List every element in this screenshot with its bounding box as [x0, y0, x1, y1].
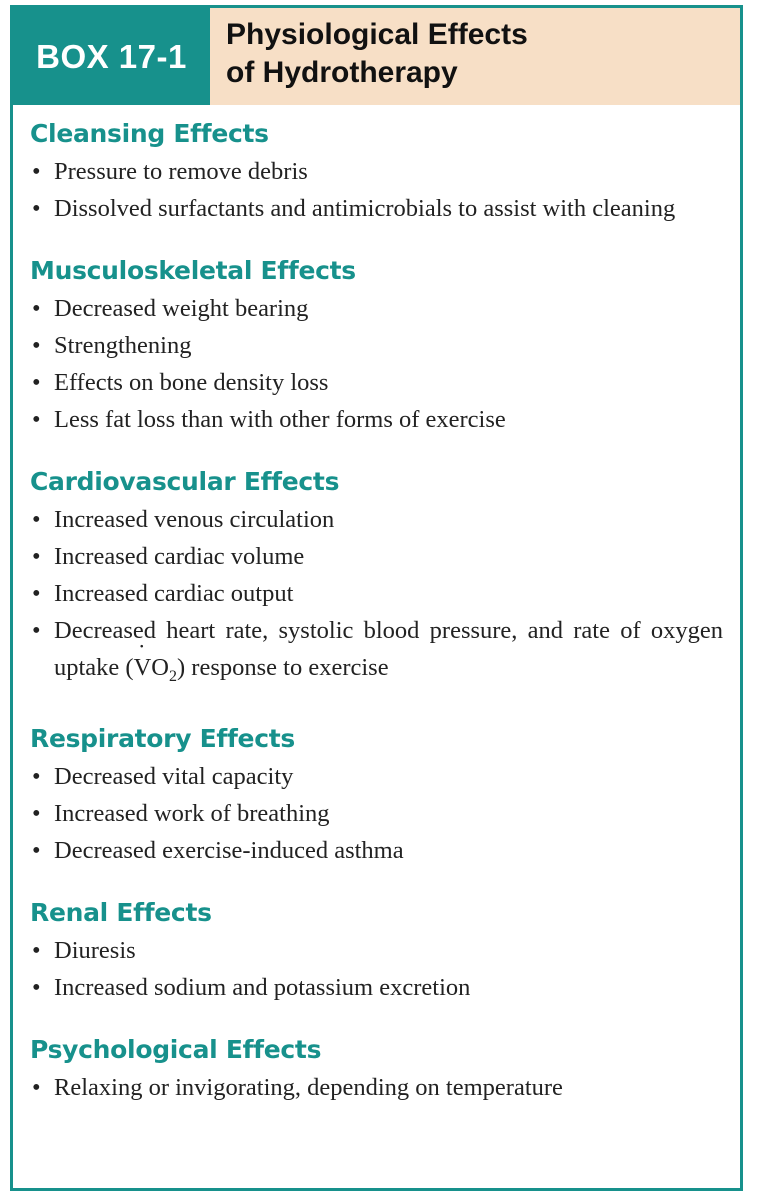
bullet-list	[30, 290, 723, 438]
bullet-list	[30, 758, 723, 869]
list-item: • Increased cardiac output	[30, 575, 723, 612]
v-dot-symbol: V ˙	[134, 649, 152, 686]
section-title: Cardiovascular Effects	[30, 467, 340, 496]
list-item: • Effects on bone density loss	[30, 364, 723, 401]
box-title	[210, 8, 740, 105]
section-title: Psychological Effects	[30, 1034, 322, 1064]
list-item: • Less fat loss than with other forms of exercise	[30, 401, 723, 438]
section-title: Respiratory Effects	[30, 723, 295, 753]
list-item: • Diuresis	[30, 932, 723, 969]
section-musculoskeletal	[30, 254, 723, 438]
list-item: • Decreased weight bearing	[30, 290, 723, 327]
bullet-list	[30, 932, 723, 1006]
list-item: • Dissolved surfactants and antimicrobials to assist with cleaning	[30, 190, 723, 227]
section-renal	[30, 896, 723, 1006]
section-cleansing	[30, 117, 723, 227]
list-item: • Decreased vital capacity	[30, 758, 723, 795]
list-item-text-end: ) response to exercise	[177, 654, 389, 681]
box-title-line-1: Physiological Effects	[226, 18, 528, 51]
section-respiratory	[30, 722, 723, 869]
list-item: • Increased work of breathing	[30, 795, 723, 832]
box-header	[13, 8, 740, 105]
list-item: • Increased sodium and potassium excretion	[30, 969, 723, 1006]
list-item: • Strengthening	[30, 327, 723, 364]
list-item: • Pressure to remove debris	[30, 153, 723, 190]
info-box	[10, 5, 743, 1191]
list-item: • Increased cardiac volume	[30, 538, 723, 575]
section-title: Musculoskeletal Effects	[30, 256, 356, 285]
section-title: Renal Effects	[30, 897, 212, 927]
section-cardiovascular	[30, 465, 723, 695]
box-title-line-2: of Hydrotherapy	[226, 56, 458, 89]
section-psychological	[30, 1033, 723, 1106]
list-item	[30, 612, 723, 695]
subscript-2: 2	[169, 667, 177, 685]
list-item: • Decreased exercise-induced asthma	[30, 832, 723, 869]
bullet-list	[30, 1069, 723, 1106]
box-content	[13, 105, 740, 1106]
section-title: Cleansing Effects	[30, 119, 269, 148]
list-item: • Increased venous circulation	[30, 501, 723, 538]
box-number-label: BOX 17-1	[13, 8, 210, 105]
list-item: • Relaxing or invigorating, depending on temperature	[30, 1069, 723, 1106]
bullet-list	[30, 501, 723, 695]
o-symbol: O	[151, 654, 169, 681]
bullet-list	[30, 153, 723, 227]
list-item-text: Decreased heart rate, systolic blood pressure, and rate of oxygen uptake (	[54, 617, 723, 681]
